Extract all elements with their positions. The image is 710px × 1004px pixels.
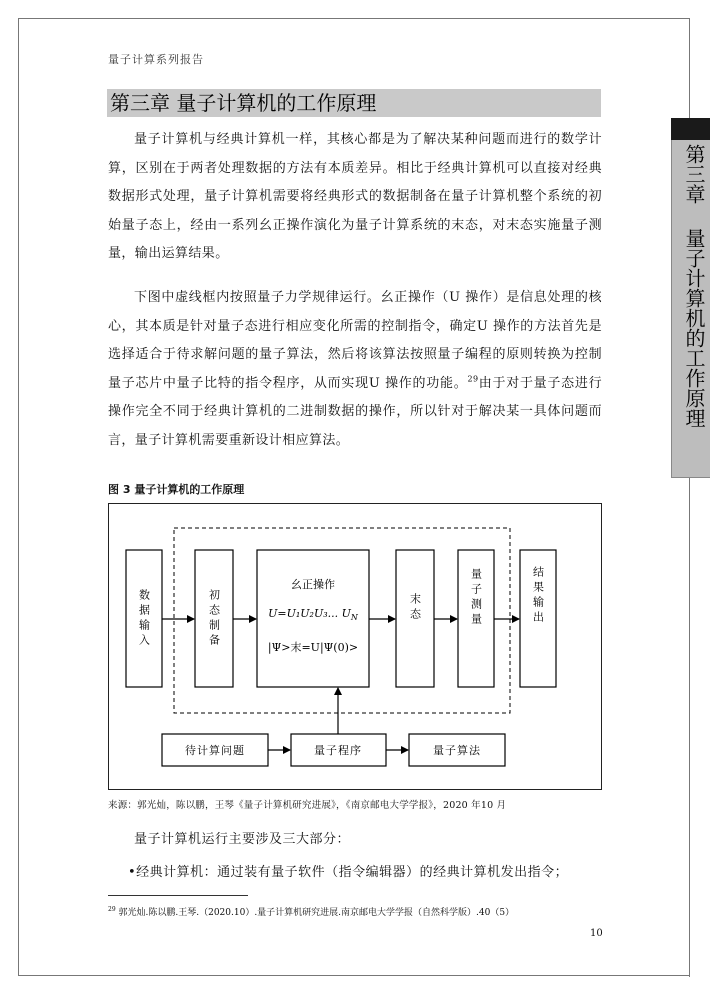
quantum-algorithm-label: 量子算法 xyxy=(433,744,481,757)
body-paragraph-1: 量子计算机与经典计算机一样，其核心都是为了解决某种问题而进行的数学计算，区别在于两者处理数据的方法有本质差异。相比于经典计算机可以直接对经典数据形式处理，量子计算机需要将经典形式的数据制备在量子计算机整个系统的初始量子态上，经由一系列幺正操作演化为量子计算系统的末态，对末态实施量子测量，输出运算结果。 xyxy=(108,132,602,262)
footnote-number: 29 xyxy=(108,906,116,913)
body-paragraph-3: 量子计算机运行主要涉及三大部分： xyxy=(134,832,351,847)
footnote-reference[interactable]: 29 xyxy=(467,374,479,384)
quantum-algorithm-box xyxy=(409,734,505,766)
figure-diagram xyxy=(108,503,602,790)
running-header: 量子计算系列报告 xyxy=(108,53,204,66)
footnote-divider xyxy=(108,895,248,896)
final-state-label: 末态 xyxy=(408,593,422,623)
quantum-program-box xyxy=(291,734,386,766)
paragraph-2-part-2: 由于对于量子态进行操作完全不同于经典计算机的二进制数据的操作，所以针对于解决某一具体问题而言，量子计算机需要重新设计相应算法。 xyxy=(108,375,602,448)
footnote xyxy=(108,905,514,918)
page-frame-right-top xyxy=(689,18,690,118)
page-frame-right-bottom xyxy=(689,478,690,977)
problem-label: 待计算问题 xyxy=(185,744,245,757)
result-output-label: 结果输出 xyxy=(531,566,545,626)
result-output-box xyxy=(520,550,556,687)
figure-caption: 图 3 量子计算机的工作原理 xyxy=(108,483,245,496)
final-state-box xyxy=(396,550,434,687)
body-paragraph-2 xyxy=(108,284,602,456)
data-input-box xyxy=(126,550,162,687)
quantum-program-label: 量子程序 xyxy=(314,744,362,757)
unitary-operation-title: 幺正操作 xyxy=(291,578,335,591)
footnote-text: 郭光灿.陈以鹏.王琴.（2020.10）.量子计算机研究进展.南京邮电大学学报（自然科学版）.40（5） xyxy=(118,908,515,918)
data-input-label: 数据输入 xyxy=(137,589,151,649)
bullet-item-classical-computer: •经典计算机：通过装有量子软件（指令编辑器）的经典计算机发出指令； xyxy=(128,865,569,880)
quantum-measurement-label: 量子测量 xyxy=(469,568,483,628)
unitary-operation-box xyxy=(257,550,369,687)
unitary-equation-1 xyxy=(268,607,359,622)
paragraph-2-part-1: 下图中虚线框内按照量子力学规律运行。幺正操作（U 操作）是信息处理的核心，其本质是针对量子态进行相应变化所需的控制指令，确定U 操作的方法首先是选择适合于待求解问题的量子算法，然后将该算法按照量子编程的原则转换为控制量子芯片中量子比特的指令程序，从而实现U 操作的功能。 xyxy=(108,290,602,391)
unitary-equation-1-sub: N xyxy=(350,613,358,622)
chapter-side-tab-cap xyxy=(671,118,710,140)
unitary-equation-1-main: U=U₁U₂U₃... U xyxy=(268,607,351,620)
chapter-side-tab-label: 第三章 量子计算机的工作原理 xyxy=(682,144,706,428)
page-number: 10 xyxy=(590,928,603,939)
quantum-measurement-box xyxy=(458,550,494,687)
unitary-equation-2: |Ψ>末=U|Ψ(0)> xyxy=(267,641,359,654)
chapter-title: 第三章 量子计算机的工作原理 xyxy=(110,91,377,115)
problem-box xyxy=(162,734,268,766)
initial-state-prep-box xyxy=(195,550,233,687)
initial-state-prep-label: 初态制备 xyxy=(207,589,221,649)
figure-source: 来源：郭光灿，陈以鹏，王琴《量子计算机研究进展》，《南京邮电大学学报》，2020 年10 月 xyxy=(108,800,507,811)
